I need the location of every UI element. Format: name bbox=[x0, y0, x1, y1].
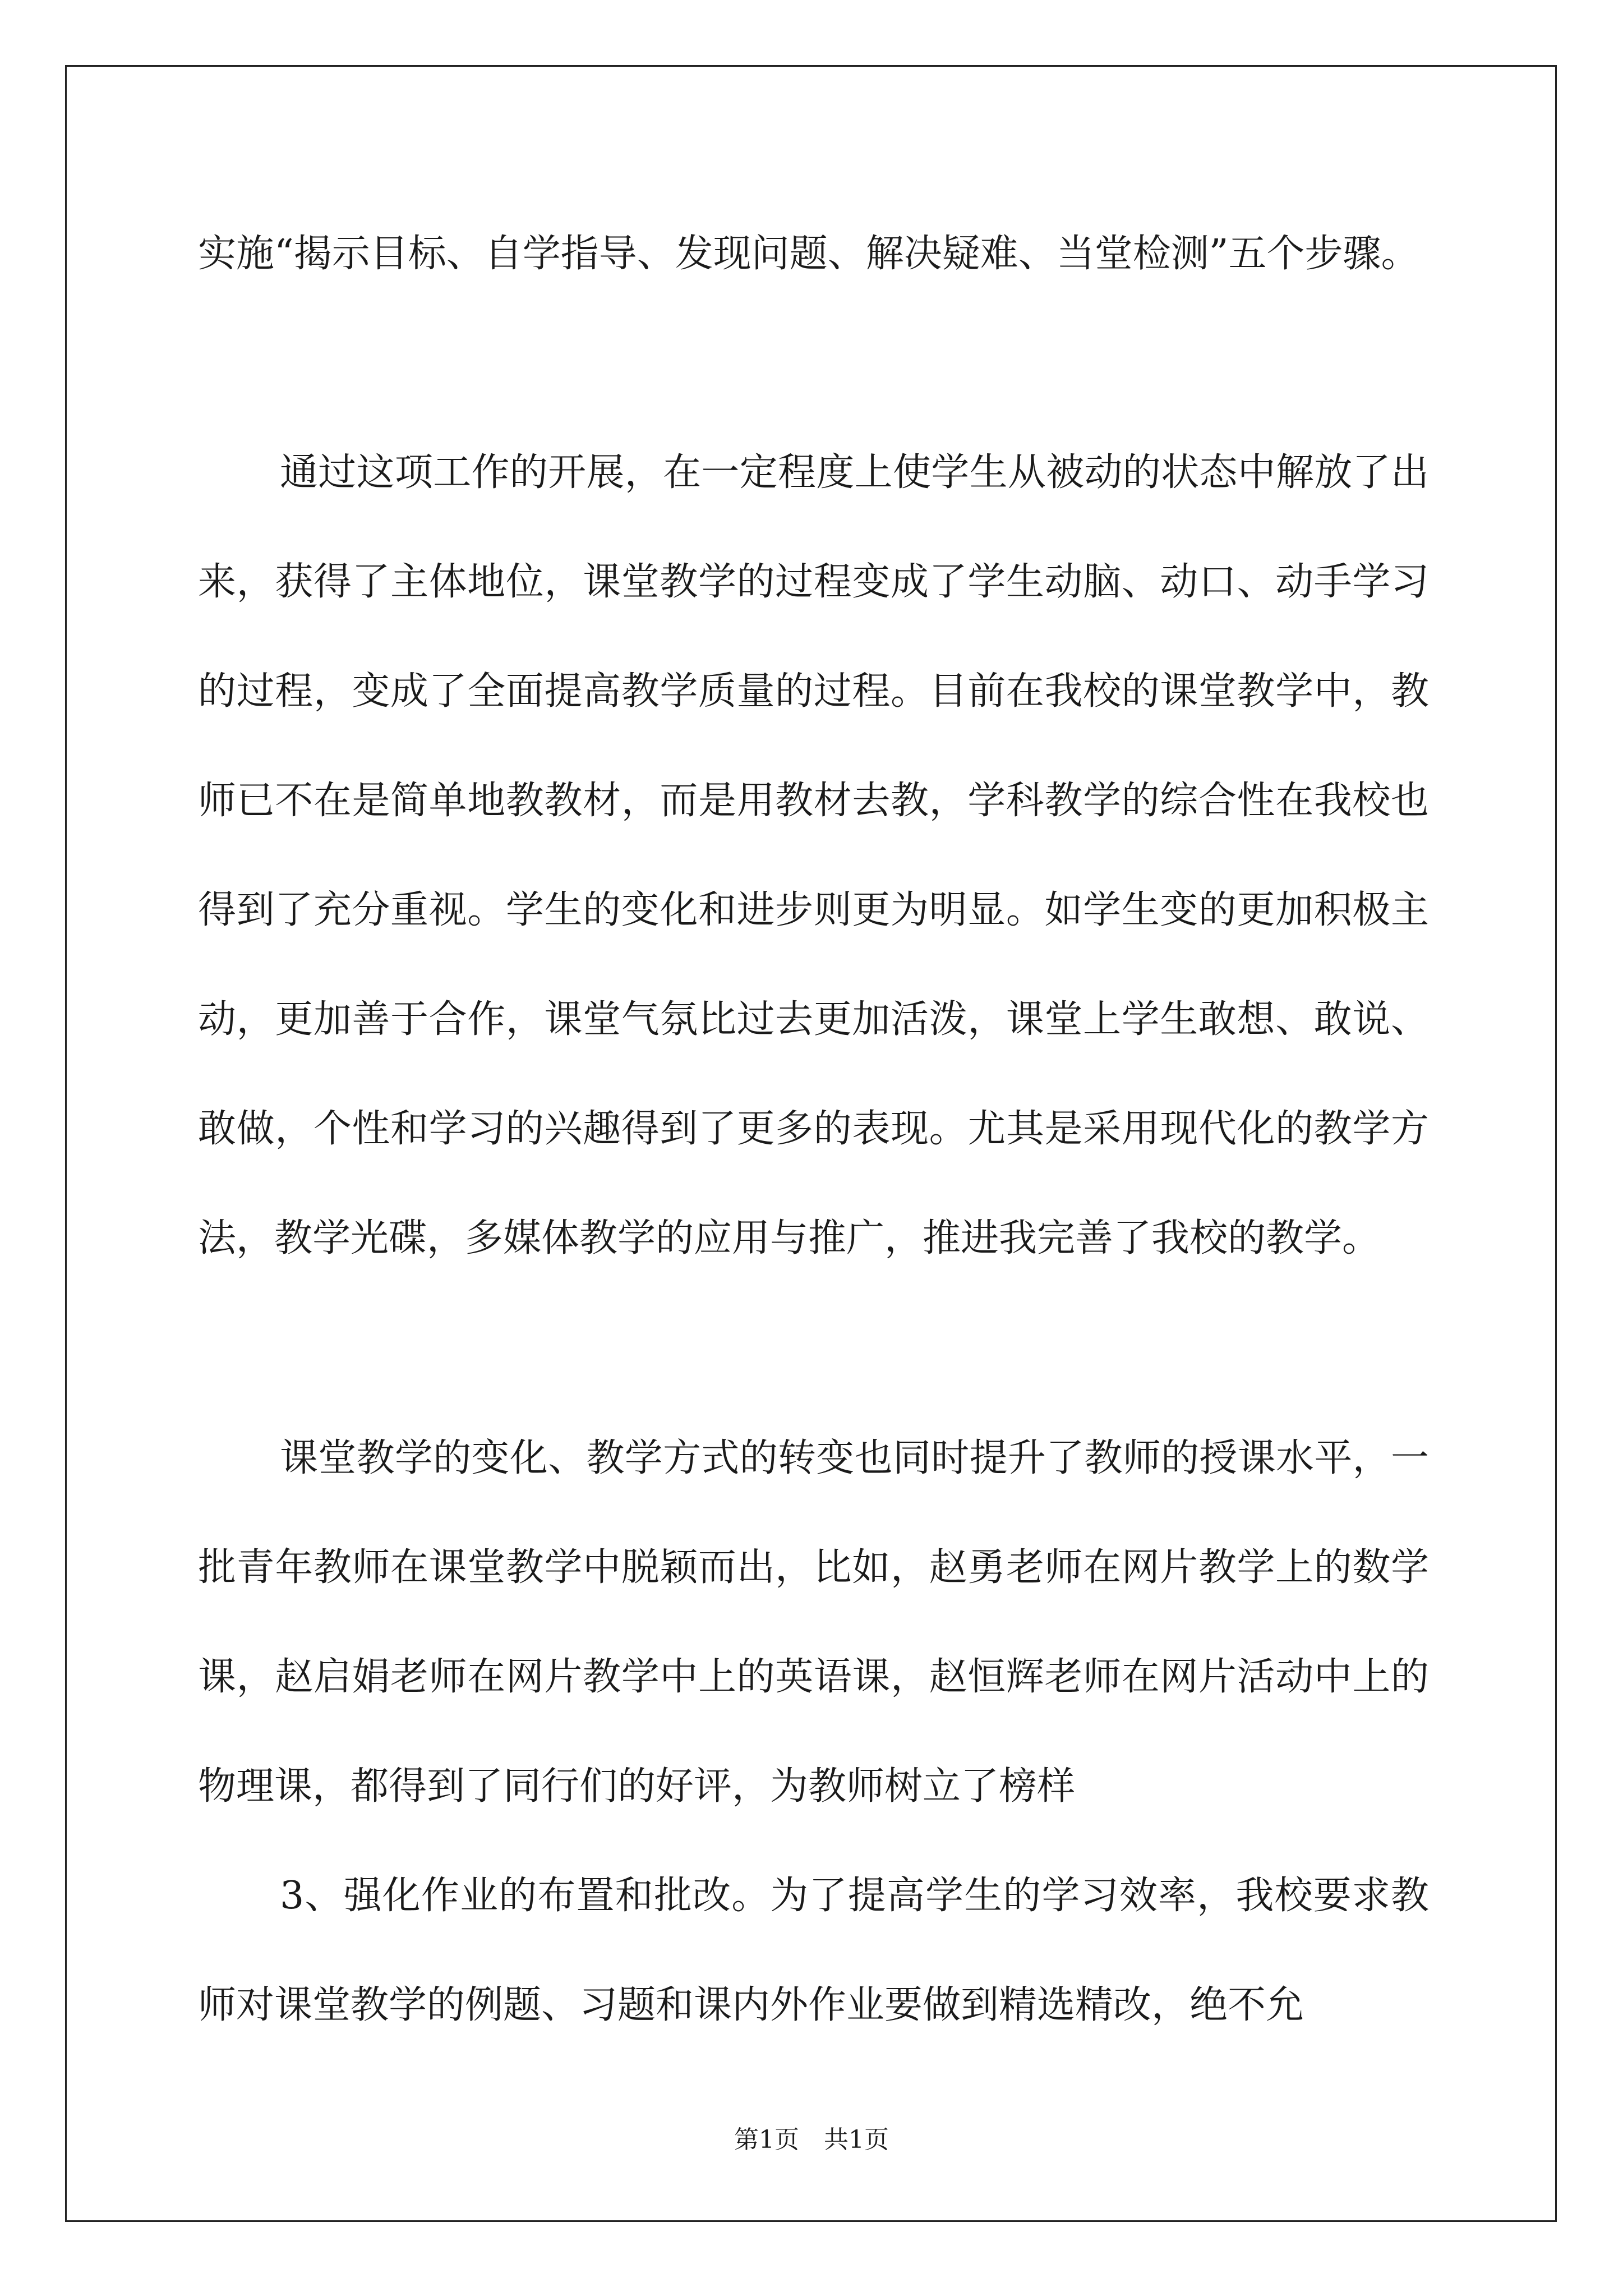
paragraph-3: 课堂教学的变化、教学方式的转变也同时提升了教师的授课水平，一批青年教师在课堂教学中脱颖而出，比如，赵勇老师在网片教学上的数学课，赵启娟老师在网片教学中上的英语课，赵恒辉老师在网片活动中上的物理课，都得到了同行们的好评，为教师树立了榜样 bbox=[198, 1436, 1429, 1809]
page-footer: 第1页 共1页 bbox=[734, 2125, 889, 2154]
paragraph-4: 3、强化作业的布置和批改。为了提高学生的学习效率，我校要求教师对课堂教学的例题、习题和课内外作业要做到精选精改，绝不允 bbox=[198, 1874, 1429, 2027]
paragraph-1: 实施“揭示目标、自学指导、发现问题、解决疑难、当堂检测”五个步骤。 bbox=[198, 232, 1419, 276]
paragraph-2: 通过这项工作的开展，在一定程度上使学生从被动的状态中解放了出来，获得了主体地位，课堂教学的过程变成了学生动脑、动口、动手学习的过程，变成了全面提高教学质量的过程。目前在我校的课堂教学中，教师已不在是简单地教教材，而是用教材去教，学科教学的综合性在我校也得到了充分重视。学生的变化和进步则更为明显。如学生变的更加积极主动，更加善于合作，课堂气氛比过去更加活泼，课堂上学生敢想、敢说、敢做，个性和学习的兴趣得到了更多的表现。尤其是采用现代化的教学方法，教学光碟，多媒体教学的应用与推广，推进我完善了我校的教学。 bbox=[198, 450, 1429, 1260]
